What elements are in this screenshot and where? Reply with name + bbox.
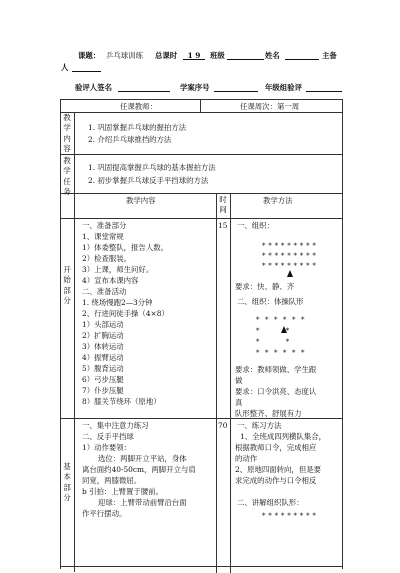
content-line: 一、准备部分 [82, 221, 127, 230]
content-line: 迎球：上臂带动前臂沿台面 [98, 498, 187, 507]
req2-line: 要求：教师领做、学生跟 [235, 365, 317, 374]
method-line: 2、原地四面转向，但是要 [235, 465, 322, 474]
plan-number-label: 学案序号 [180, 83, 210, 92]
content-line: 1. 绕场慢跑2—3分钟 [82, 298, 153, 307]
req2-line: 队形整齐、舒展有力 [235, 409, 302, 418]
reviewer-sign-blank [118, 83, 170, 92]
content-line: 3）体转运动 [82, 342, 124, 351]
content-line: 2）扩胸运动 [82, 331, 124, 340]
formation-row: ********* [262, 262, 319, 270]
req1: 要求：快、静、齐 [235, 282, 295, 291]
content-line: b 引拍：上臂置于腰前。 [82, 487, 163, 496]
task-item: 2. 初步掌握乒乓球反手平挡球的方法 [88, 176, 209, 185]
task-item: 1. 巩固提高掌握乒乓球的基本握拍方法 [88, 163, 216, 172]
grid-row: * * [256, 327, 302, 335]
method-line: 的动作 [235, 454, 258, 463]
formation-row: ********* [262, 242, 319, 250]
content-line: 2、行进间徒手操（4×8） [82, 309, 169, 318]
author-label-cont: 人 [61, 63, 69, 72]
total-hours-value: 1 9 [183, 51, 205, 60]
content-line: 1）体委整队，报告人数。 [82, 243, 169, 252]
content-line: 1）动作要领： [82, 443, 132, 452]
grid-row: ****** [256, 316, 310, 324]
grade-review-label: 年级组验评 [265, 83, 302, 92]
req2-line: 做 [235, 376, 243, 385]
week-label: 任课周次：第一周 [240, 102, 300, 111]
col-method: 教学方法 [263, 196, 293, 205]
grade-review-blank [306, 83, 342, 92]
topic-label: 课题： [78, 51, 101, 60]
goals-label: 教学内容 [63, 113, 71, 154]
class-label: 班级 [210, 51, 225, 60]
content-line: 一、集中注意力练习 [82, 421, 149, 430]
content-line: 4）振臂运动 [82, 353, 124, 362]
method-line: 求完成的动作与口令相反 [235, 476, 317, 485]
name-blank [285, 51, 319, 60]
content-line: 8）膝关节绕环（原地） [82, 397, 161, 406]
formation-row: ********* [262, 252, 319, 260]
content-line: 6）弓步压腿 [82, 375, 124, 384]
plan-number-blank [214, 83, 258, 92]
content-line: 1）头部运动 [82, 320, 124, 329]
content-line: 1、课堂常规 [82, 232, 124, 241]
req2-line: 要求：口令洪亮、态度认 [235, 387, 317, 396]
teacher-triangle-icon [287, 270, 293, 277]
total-hours-label: 总课时 [155, 51, 178, 60]
content-line: 同宽，两膝微屈。 [82, 476, 142, 485]
formation-row: ********* [262, 512, 319, 520]
reviewer-sign-label: 验评人签名 [75, 83, 112, 92]
org1-title: 一、组织： [237, 221, 274, 230]
content-line: 5）腹背运动 [82, 364, 124, 373]
class-blank [227, 51, 264, 60]
grid-row: * * [256, 338, 302, 346]
method-line: 1、全班成四列横队集合， [240, 432, 327, 441]
content-line: 离台面约40-50cm，两脚开立与肩 [82, 465, 196, 474]
content-line: 7）仆步压腿 [82, 386, 124, 395]
grid-row: ****** [256, 349, 310, 357]
section-start-time: 15 [218, 221, 228, 230]
author-blank [72, 63, 101, 72]
org2-title: 二、组织：体操队形 [237, 297, 304, 306]
req2-line: 真 [235, 398, 243, 407]
method-line: 二、讲解组织队形： [237, 498, 304, 507]
teacher-label: 任课教师： [120, 102, 157, 111]
content-line: 选位：两脚开立平站，身体 [98, 454, 187, 463]
content-line: 4）宣布本课内容 [82, 276, 139, 285]
name-label: 姓名 [265, 51, 280, 60]
section-main-time: 70 [218, 421, 228, 430]
teacher-triangle-icon [281, 326, 287, 333]
section-main-label: 基本部分 [63, 462, 71, 503]
col-time: 时间 [219, 195, 227, 215]
section-start-label: 开始部分 [63, 265, 71, 306]
tasks-label: 教学任务 [63, 156, 71, 197]
author-label: 主备 [322, 51, 337, 60]
topic-value: 乒乓球训练 [106, 51, 143, 60]
content-line: 作平行摆动。 [82, 509, 127, 518]
content-line: 二、反手平挡球 [82, 432, 134, 441]
content-line: 3）上课，师生问好。 [82, 265, 154, 274]
content-line: 二、准备活动 [82, 287, 127, 296]
col-content: 教学内容 [126, 196, 156, 205]
method-line: 根据教师口令，完成相应 [235, 443, 317, 452]
content-line: 2）检查服装。 [82, 254, 132, 263]
method-line: 一、练习方法 [237, 421, 282, 430]
goal-item: 1. 巩固掌握乒乓球的握拍方法 [88, 123, 187, 132]
goal-item: 2. 介绍乒乓球推挡的方法 [88, 135, 172, 144]
